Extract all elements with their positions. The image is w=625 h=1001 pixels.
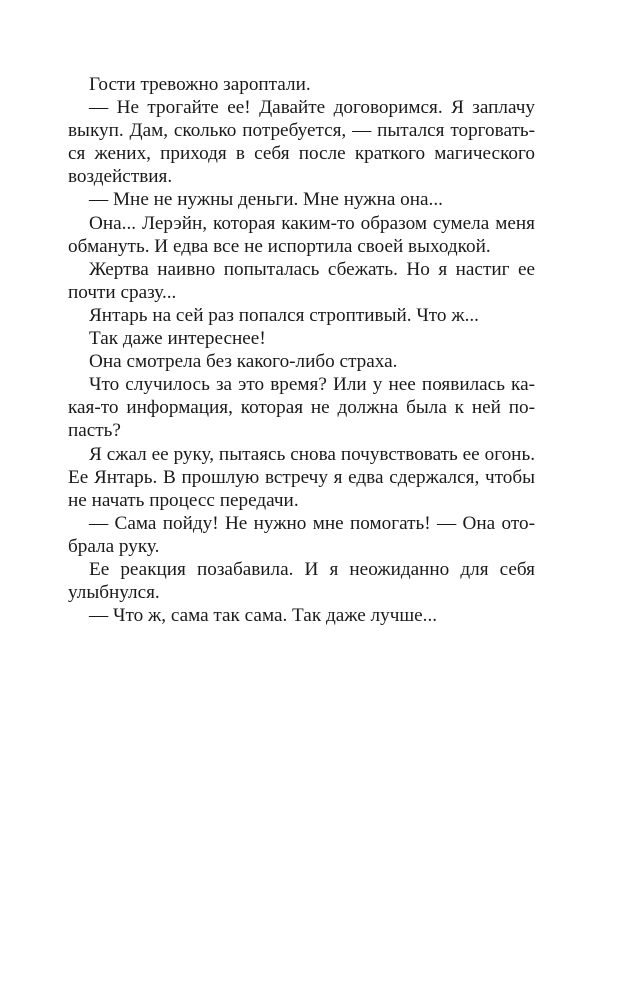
text-line: Жертва наивно попыталась сбежать. Но я настиг ее xyxy=(89,258,535,280)
text-line: брала руку. xyxy=(68,535,160,557)
text-line: Ее реакция позабавила. И я неожиданно для себя xyxy=(89,558,535,580)
text-line: почти сразу... xyxy=(68,281,177,303)
text-line: улыбнулся. xyxy=(68,582,160,604)
page-text xyxy=(68,73,535,627)
text-line: пасть? xyxy=(68,420,121,442)
text-line: — Мне не нужны деньги. Мне нужна она... xyxy=(89,189,443,211)
text-line: Что случилось за это время? Или у нее появилась ка- xyxy=(89,374,535,396)
text-line: Янтарь на сей раз попался строптивый. Что ж... xyxy=(89,304,479,326)
text-line: Ее Янтарь. В прошлую встречу я едва сдержался, чтобы xyxy=(68,466,535,488)
text-line: ся жених, приходя в себя после краткого магического xyxy=(68,143,535,165)
text-line: воздействия. xyxy=(68,166,173,188)
text-line: кая-то информация, которая не должна была к ней по- xyxy=(68,397,535,419)
text-line: — Не трогайте ее! Давайте договоримся. Я заплачу xyxy=(89,97,535,119)
text-line: Она... Лерэйн, которая каким-то образом сумела меня xyxy=(89,212,535,234)
text-line: Я сжал ее руку, пытаясь снова почувствовать ее огонь. xyxy=(89,443,535,465)
text-line: не начать процесс передачи. xyxy=(68,489,299,511)
text-line: — Сама пойду! Не нужно мне помогать! — Она ото- xyxy=(89,512,535,534)
text-line: обмануть. И едва все не испортила своей выходкой. xyxy=(68,235,491,257)
text-line: выкуп. Дам, сколько потребуется, — пытался торговать- xyxy=(68,120,535,142)
text-line: — Что ж, сама так сама. Так даже лучше... xyxy=(89,605,438,627)
text-line: Гости тревожно зароптали. xyxy=(89,74,311,95)
text-line: Она смотрела без какого-либо страха. xyxy=(89,351,398,373)
text-line: Так даже интереснее! xyxy=(89,328,266,350)
